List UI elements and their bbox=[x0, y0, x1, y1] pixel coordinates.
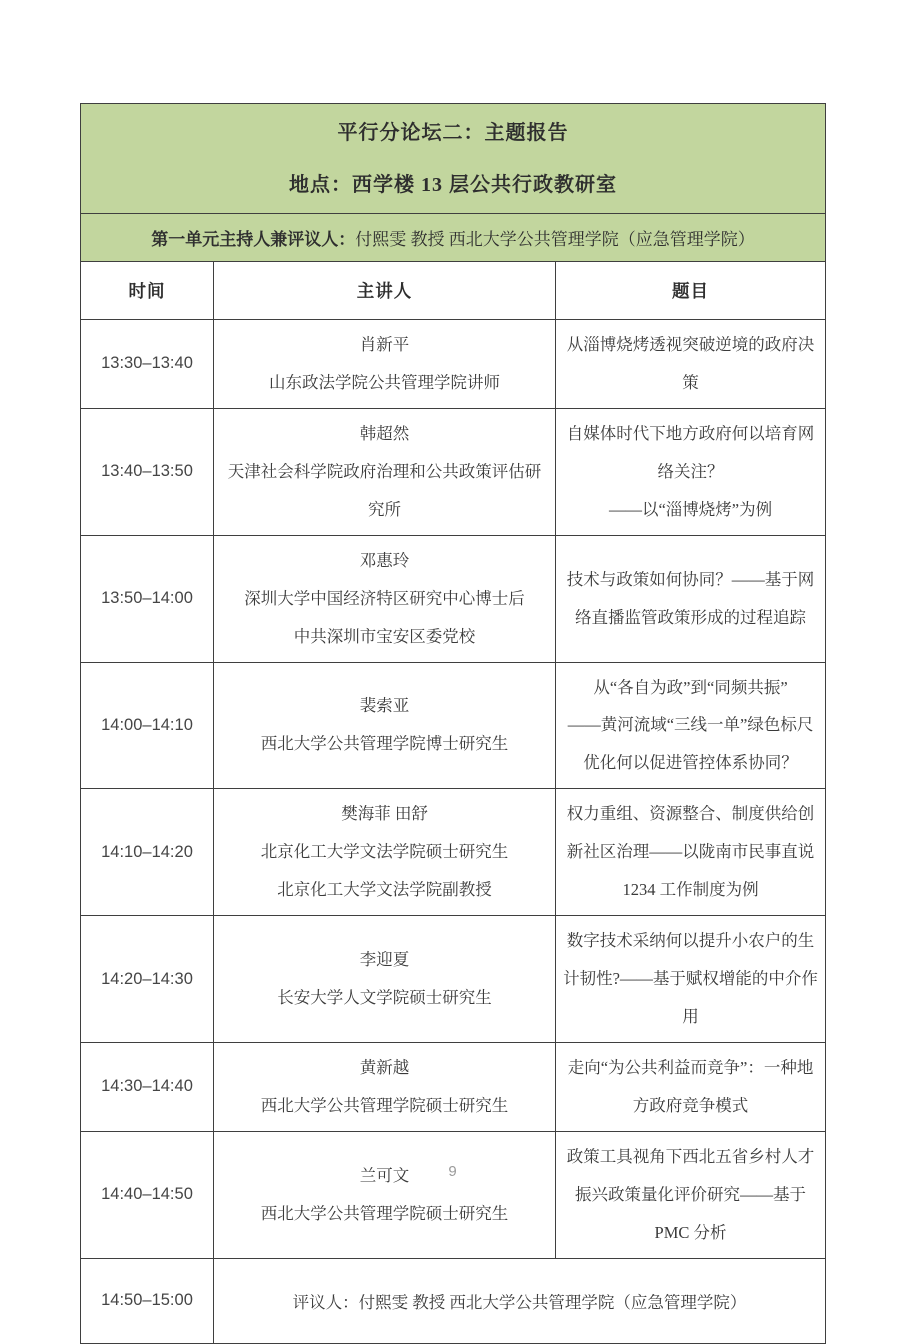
speaker-cell bbox=[214, 1131, 556, 1258]
time-cell: 14:00–14:10 bbox=[81, 662, 214, 789]
speaker-cell bbox=[214, 916, 556, 1043]
paper-title: 数字技术采纳何以提升小农户的生计韧性?——基于赋权增能的中介作用 bbox=[563, 931, 818, 1026]
speaker-cell bbox=[214, 535, 556, 662]
speaker-name: 韩超然 bbox=[359, 423, 410, 443]
time-cell: 13:30–13:40 bbox=[81, 320, 214, 409]
speaker-cell bbox=[214, 1042, 556, 1131]
topic-cell bbox=[556, 789, 826, 916]
topic-cell bbox=[556, 535, 826, 662]
speaker-affiliation: 长安大学人文学院硕士研究生 bbox=[277, 988, 492, 1008]
table-row bbox=[81, 535, 826, 662]
time-cell: 14:30–14:40 bbox=[81, 1042, 214, 1131]
speaker-name: 肖新平 bbox=[359, 335, 410, 354]
speaker-name: 邓惠玲 bbox=[359, 550, 410, 570]
table-row bbox=[81, 662, 826, 789]
paper-title-subline: ——黄河流域“三线一单”绿色标尺优化何以促进管控体系协同？ bbox=[567, 715, 814, 773]
speaker-affiliation: 西北大学公共管理学院博士研究生 bbox=[260, 734, 509, 754]
time-cell: 13:40–13:50 bbox=[81, 408, 214, 535]
paper-title: 技术与政策如何协同？——基于网络直播监管政策形成的过程追踪 bbox=[566, 569, 815, 627]
column-header-time: 时间 bbox=[81, 262, 214, 320]
topic-cell bbox=[556, 408, 826, 535]
page-number: 9 bbox=[448, 1163, 457, 1180]
table-row bbox=[81, 916, 826, 1043]
discussant-row bbox=[81, 1258, 826, 1343]
speaker-affiliation: 天津社会科学院政府治理和公共政策评估研究所 bbox=[227, 461, 542, 519]
time-cell: 14:50–15:00 bbox=[81, 1258, 214, 1343]
session-title: 平行分论坛二：主题报告 bbox=[337, 121, 569, 144]
unit-chair-row bbox=[81, 214, 826, 262]
topic-cell bbox=[556, 916, 826, 1043]
paper-title: 政策工具视角下西北五省乡村人才振兴政策量化评价研究——基于 PMC 分析 bbox=[566, 1146, 815, 1242]
speaker-name: 兰可文 bbox=[359, 1165, 410, 1185]
session-schedule-table bbox=[80, 103, 826, 1344]
topic-cell bbox=[556, 320, 826, 409]
time-cell: 13:50–14:00 bbox=[81, 535, 214, 662]
table-row bbox=[81, 320, 826, 409]
topic-cell bbox=[556, 1131, 826, 1258]
speaker-affiliation: 北京化工大学文法学院副教授 bbox=[277, 880, 492, 900]
paper-title: 从淄博烧烤透视突破逆境的政府决策 bbox=[566, 335, 815, 392]
speaker-affiliation: 北京化工大学文法学院硕士研究生 bbox=[260, 842, 509, 862]
speaker-cell bbox=[214, 662, 556, 789]
speaker-cell bbox=[214, 408, 556, 535]
paper-title-subline: ——以“淄博烧烤”为例 bbox=[608, 499, 773, 519]
discussant-cell: 评议人：付熙雯 教授 西北大学公共管理学院（应急管理学院） bbox=[214, 1258, 826, 1343]
speaker-cell bbox=[214, 789, 556, 916]
speaker-affiliation: 深圳大学中国经济特区研究中心博士后 bbox=[244, 588, 525, 608]
speaker-affiliation: 西北大学公共管理学院硕士研究生 bbox=[260, 1203, 509, 1223]
unit-chair-cell bbox=[81, 214, 826, 262]
paper-title: 走向“为公共利益而竞争”：一种地方政府竞争模式 bbox=[567, 1057, 814, 1115]
table-row bbox=[81, 408, 826, 535]
session-location: 地点：西学楼 13 层公共行政教研室 bbox=[289, 173, 618, 196]
time-cell: 14:20–14:30 bbox=[81, 916, 214, 1043]
table-row bbox=[81, 1131, 826, 1258]
time-cell: 14:40–14:50 bbox=[81, 1131, 214, 1258]
paper-title: 权力重组、资源整合、制度供给创新社区治理——以陇南市民事直说 1234 工作制度为例 bbox=[566, 804, 815, 900]
topic-cell bbox=[556, 1042, 826, 1131]
speaker-name: 李迎夏 bbox=[359, 950, 410, 970]
speaker-affiliation: 山东政法学院公共管理学院讲师 bbox=[269, 372, 500, 392]
banner-row bbox=[81, 104, 826, 214]
speaker-cell bbox=[214, 320, 556, 409]
table-row bbox=[81, 1042, 826, 1131]
topic-cell bbox=[556, 662, 826, 789]
session-banner bbox=[81, 104, 826, 214]
paper-title: 从“各自为政”到“同频共振” bbox=[593, 677, 788, 697]
speaker-affiliation: 中共深圳市宝安区委党校 bbox=[293, 626, 476, 646]
column-header-row bbox=[81, 262, 826, 320]
unit-chair-label: 第一单元主持人兼评议人： bbox=[151, 230, 356, 249]
paper-title: 自媒体时代下地方政府何以培育网络关注？ bbox=[566, 423, 815, 481]
column-header-topic: 题目 bbox=[556, 262, 826, 320]
speaker-name: 樊海菲 田舒 bbox=[341, 804, 428, 824]
speaker-affiliation: 西北大学公共管理学院硕士研究生 bbox=[260, 1095, 509, 1115]
column-header-speaker: 主讲人 bbox=[214, 262, 556, 320]
speaker-name: 黄新越 bbox=[359, 1057, 410, 1077]
table-row bbox=[81, 789, 826, 916]
speaker-name: 裴索亚 bbox=[359, 696, 410, 716]
unit-chair-value: 付熙雯 教授 西北大学公共管理学院（应急管理学院） bbox=[355, 230, 755, 249]
time-cell: 14:10–14:20 bbox=[81, 789, 214, 916]
